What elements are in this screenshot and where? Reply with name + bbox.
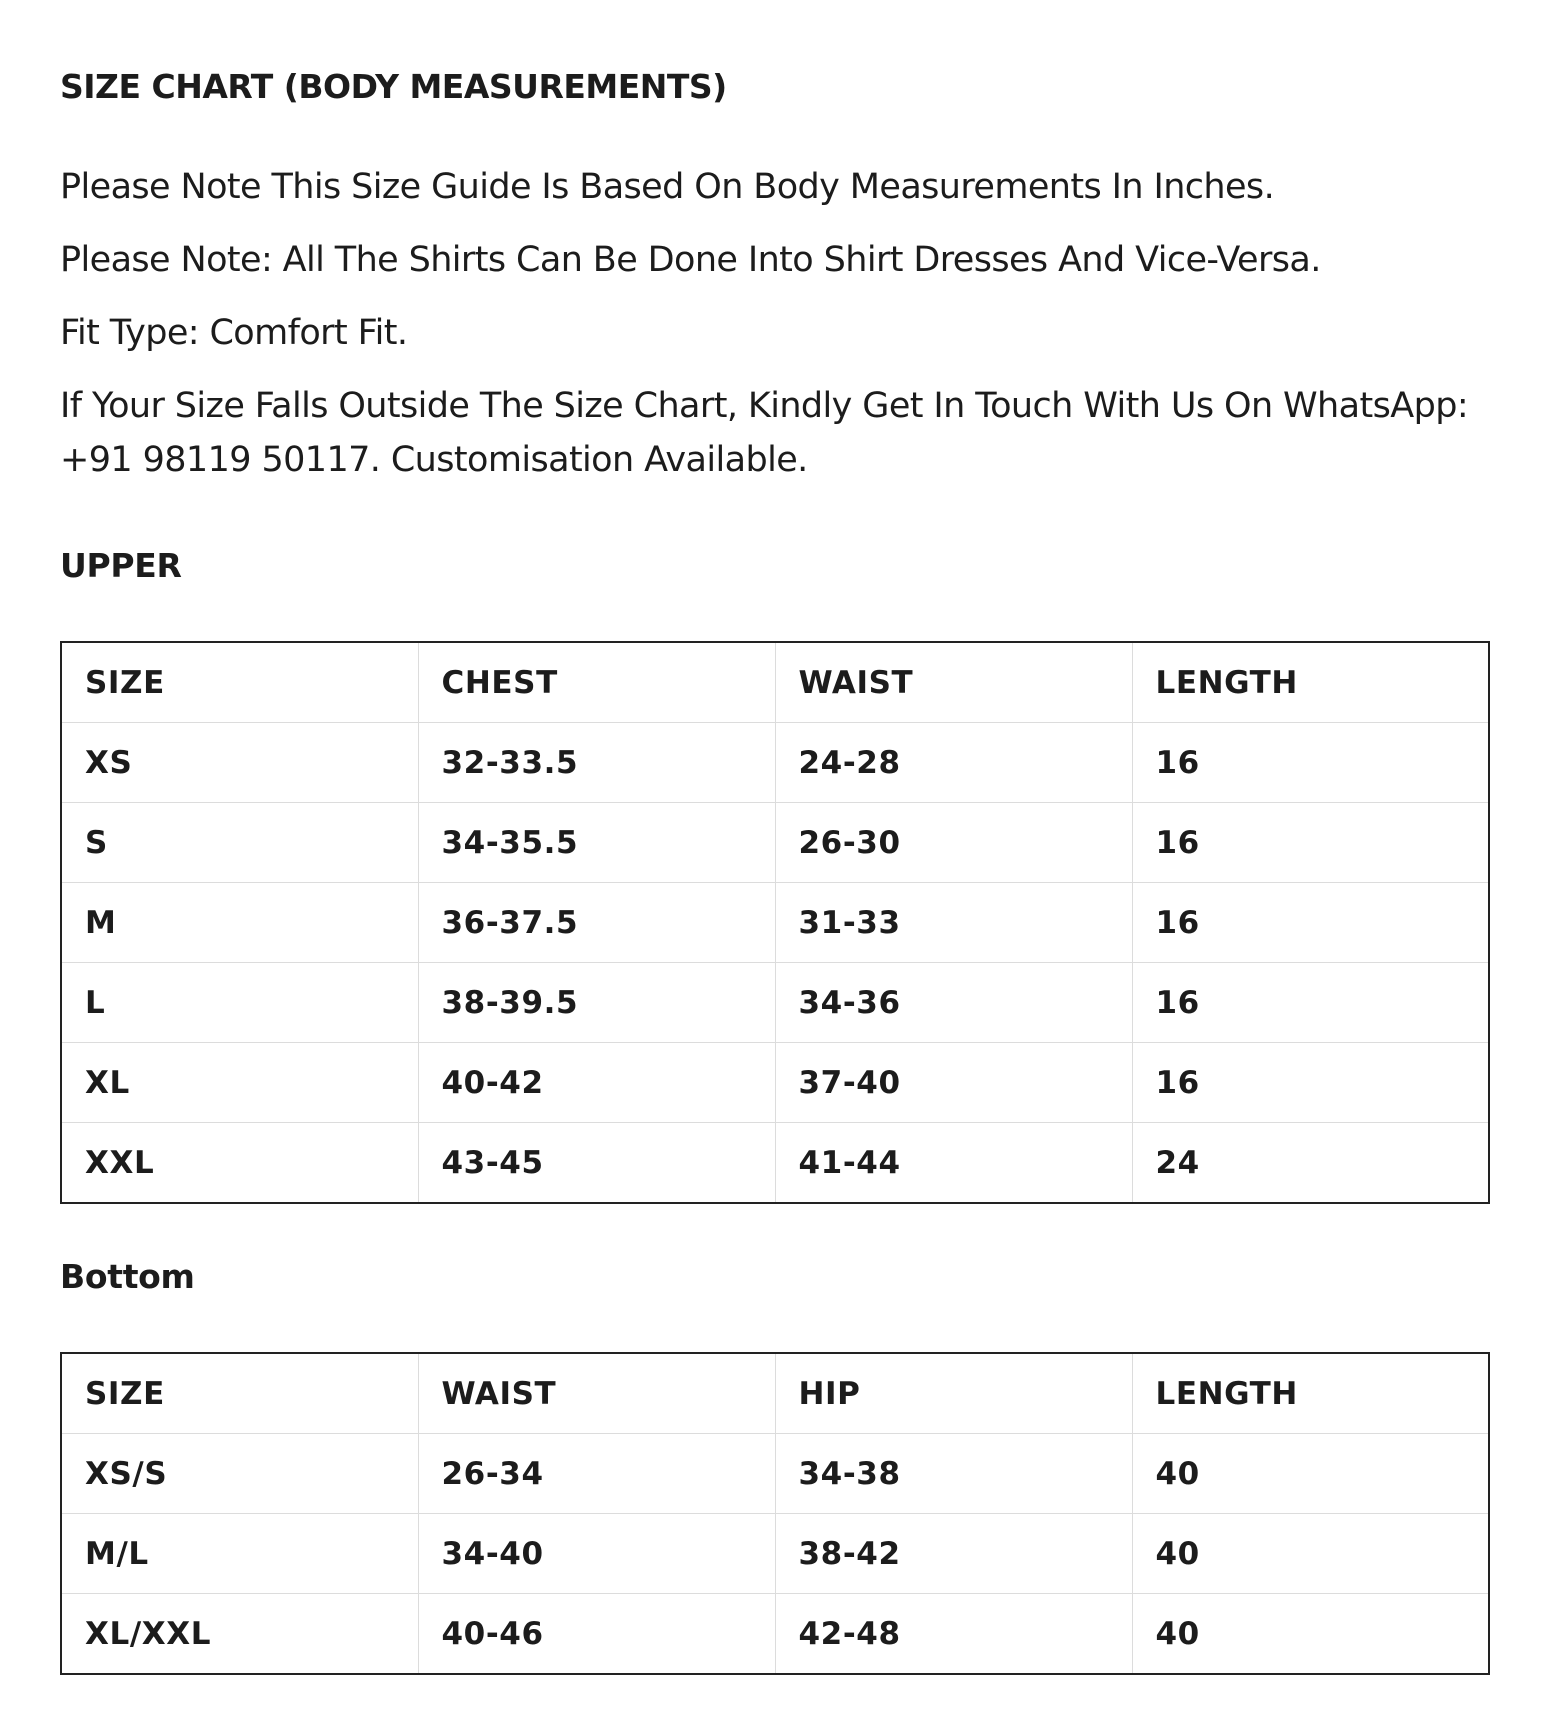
note-contact-whatsapp: If Your Size Falls Outside The Size Chart, Kindly Get In Touch With Us On WhatsApp: +91 98119 50117. Customisation Available.: [60, 386, 1469, 480]
header-cell: WAIST: [775, 642, 1132, 723]
size-cell: XL: [61, 1043, 418, 1123]
size-cell: M: [61, 883, 418, 963]
header-cell: HIP: [775, 1353, 1132, 1434]
table-row: [61, 1043, 1489, 1123]
table-row: [61, 1594, 1489, 1675]
length-cell: 40: [1132, 1434, 1489, 1514]
chest-cell: 32-33.5: [418, 723, 775, 803]
table-row: [61, 1434, 1489, 1514]
waist-cell: 34-36: [775, 963, 1132, 1043]
table-row: [61, 883, 1489, 963]
header-cell: SIZE: [61, 1353, 418, 1434]
header-cell: LENGTH: [1132, 1353, 1489, 1434]
bottom-size-table: [60, 1352, 1490, 1675]
size-cell: XL/XXL: [61, 1594, 418, 1675]
size-cell: M/L: [61, 1514, 418, 1594]
table-row: [61, 1514, 1489, 1594]
length-cell: 16: [1132, 1043, 1489, 1123]
upper-heading: UPPER: [60, 546, 182, 585]
size-cell: XS: [61, 723, 418, 803]
size-cell: XS/S: [61, 1434, 418, 1514]
page-title: SIZE CHART (BODY MEASUREMENTS): [60, 67, 727, 106]
bottom-heading: Bottom: [60, 1257, 195, 1296]
header-cell: LENGTH: [1132, 642, 1489, 723]
length-cell: 16: [1132, 883, 1489, 963]
length-cell: 16: [1132, 723, 1489, 803]
table-row: [61, 803, 1489, 883]
table-row: [61, 963, 1489, 1043]
header-cell: SIZE: [61, 642, 418, 723]
table-row: [61, 1123, 1489, 1204]
length-cell: 40: [1132, 1594, 1489, 1675]
note-shirt-dresses: Please Note: All The Shirts Can Be Done Into Shirt Dresses And Vice-Versa.: [60, 240, 1321, 280]
table-row: [61, 723, 1489, 803]
table-header-row: [61, 1353, 1489, 1434]
length-cell: 24: [1132, 1123, 1489, 1204]
hip-cell: 38-42: [775, 1514, 1132, 1594]
size-cell: S: [61, 803, 418, 883]
length-cell: 16: [1132, 803, 1489, 883]
hip-cell: 34-38: [775, 1434, 1132, 1514]
waist-cell: 26-34: [418, 1434, 775, 1514]
chest-cell: 34-35.5: [418, 803, 775, 883]
size-cell: XXL: [61, 1123, 418, 1204]
hip-cell: 42-48: [775, 1594, 1132, 1675]
waist-cell: 41-44: [775, 1123, 1132, 1204]
size-cell: L: [61, 963, 418, 1043]
waist-cell: 24-28: [775, 723, 1132, 803]
waist-cell: 31-33: [775, 883, 1132, 963]
chest-cell: 43-45: [418, 1123, 775, 1204]
chest-cell: 40-42: [418, 1043, 775, 1123]
chest-cell: 36-37.5: [418, 883, 775, 963]
length-cell: 40: [1132, 1514, 1489, 1594]
waist-cell: 34-40: [418, 1514, 775, 1594]
waist-cell: 40-46: [418, 1594, 775, 1675]
table-header-row: [61, 642, 1489, 723]
waist-cell: 26-30: [775, 803, 1132, 883]
length-cell: 16: [1132, 963, 1489, 1043]
header-cell: CHEST: [418, 642, 775, 723]
header-cell: WAIST: [418, 1353, 775, 1434]
chest-cell: 38-39.5: [418, 963, 775, 1043]
notes-section: [60, 160, 1480, 506]
upper-size-table: [60, 641, 1490, 1204]
waist-cell: 37-40: [775, 1043, 1132, 1123]
note-fit-type: Fit Type: Comfort Fit.: [60, 313, 408, 353]
note-measurement-basis: Please Note This Size Guide Is Based On Body Measurements In Inches.: [60, 167, 1275, 207]
